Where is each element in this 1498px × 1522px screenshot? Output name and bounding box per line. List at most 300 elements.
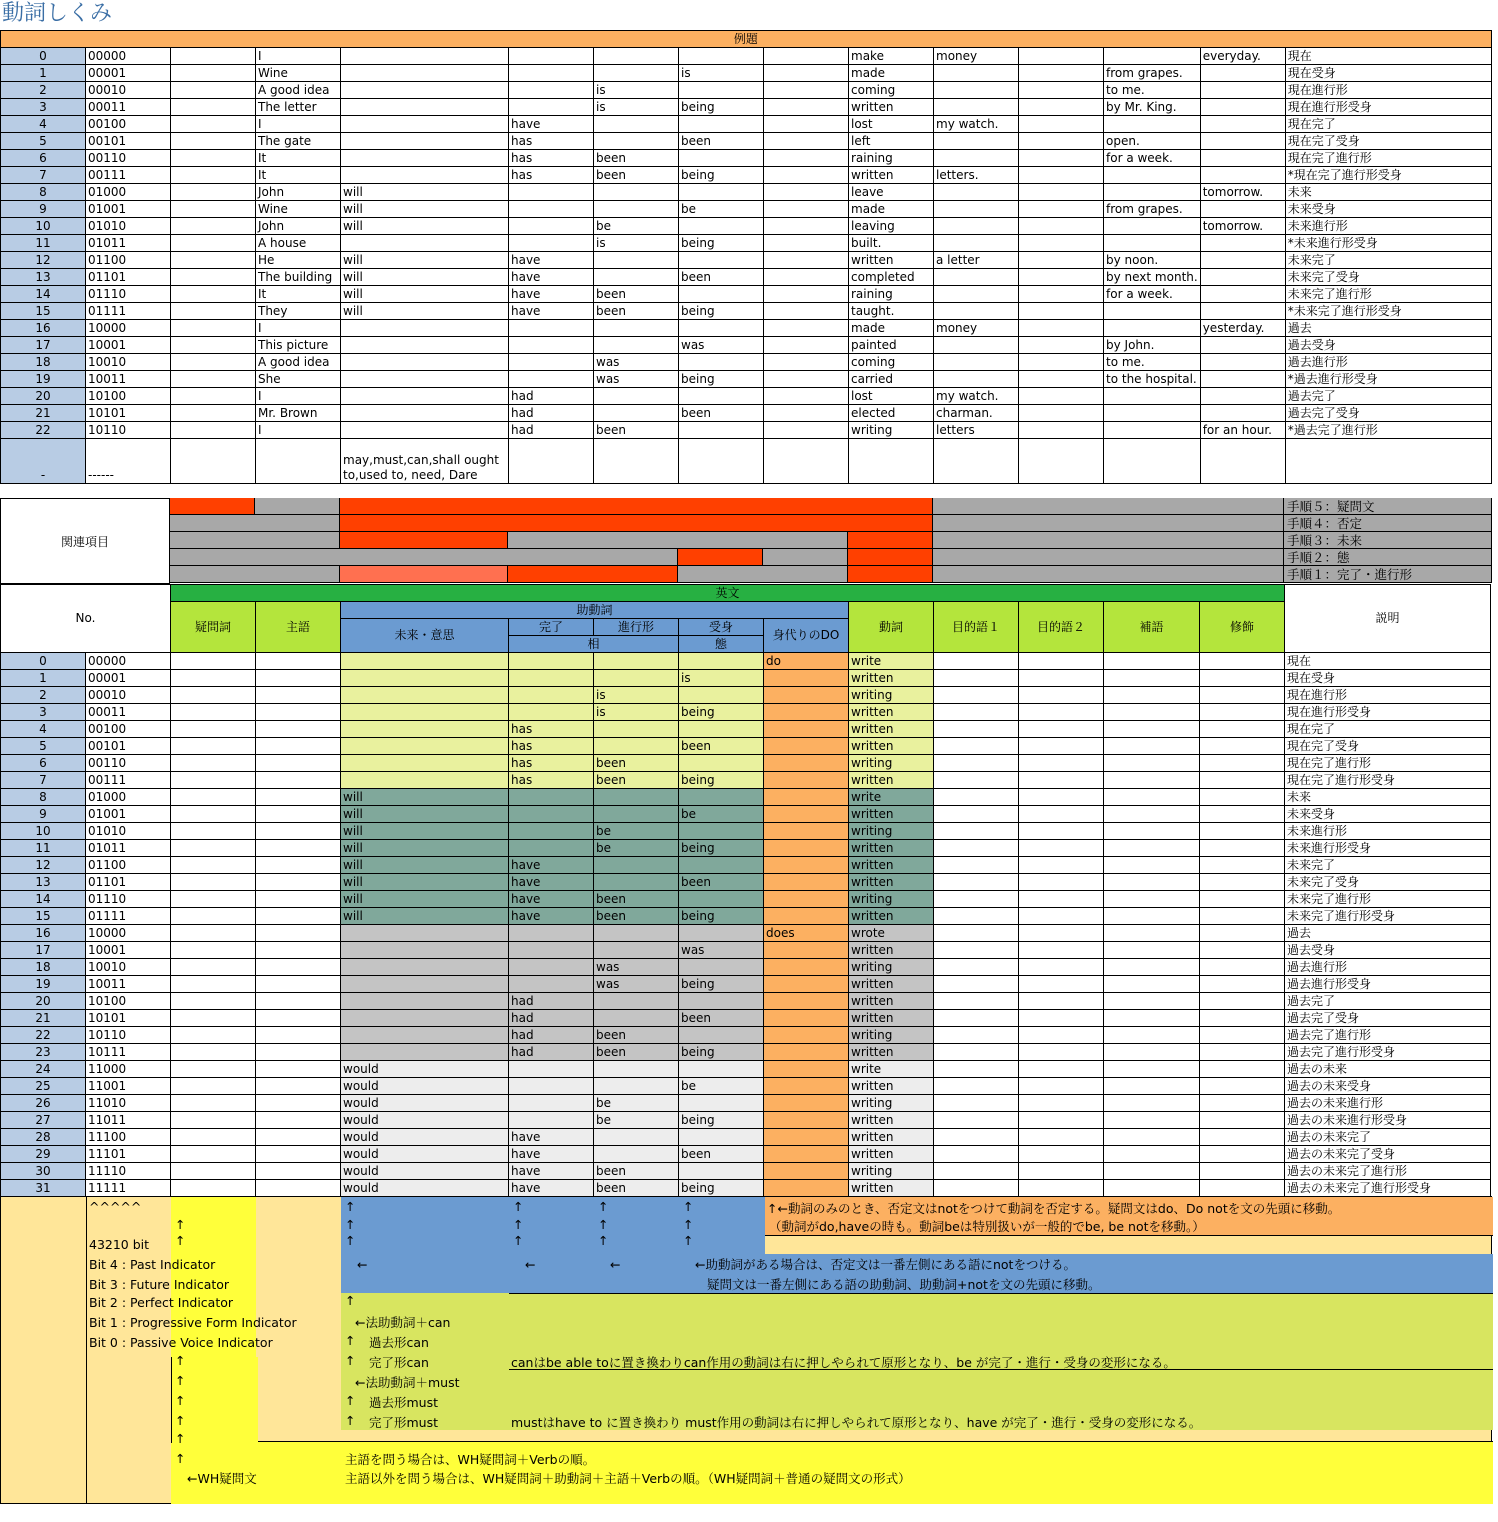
example-cell — [1019, 133, 1104, 150]
up-arrow-icon: ↑ — [175, 1353, 186, 1368]
form-cell: have — [509, 1163, 594, 1180]
form-cell — [764, 1044, 849, 1061]
example-cell — [764, 371, 849, 388]
can-label-3: 完了形can — [369, 1355, 429, 1370]
form-cell — [934, 993, 1019, 1010]
example-cell — [1200, 82, 1285, 99]
form-cell — [679, 823, 764, 840]
header-future: 未来・意思 — [341, 619, 509, 653]
form-cell — [509, 687, 594, 704]
example-cell: being — [679, 235, 764, 252]
form-cell — [764, 704, 849, 721]
verb-structure-table — [0, 584, 1491, 1197]
form-cell — [934, 959, 1019, 976]
row-number: 1 — [1, 65, 86, 82]
form-cell — [509, 653, 594, 670]
form-cell — [934, 1078, 1019, 1095]
row-number: - — [1, 439, 86, 484]
example-cell — [764, 252, 849, 269]
example-cell — [341, 337, 509, 354]
example-cell: money — [934, 320, 1019, 337]
form-cell: be — [594, 1095, 679, 1112]
up-arrow-icon: ↑ — [175, 1393, 186, 1408]
example-cell: is — [594, 235, 679, 252]
example-cell: been — [679, 133, 764, 150]
form-cell: be — [594, 1112, 679, 1129]
form-cell — [256, 1027, 341, 1044]
row-number: 25 — [1, 1078, 86, 1095]
example-cell — [1200, 235, 1285, 252]
example-cell: made — [849, 201, 934, 218]
form-cell — [594, 1146, 679, 1163]
example-cell: 01001 — [86, 201, 171, 218]
form-cell — [256, 1010, 341, 1027]
form-cell — [509, 1095, 594, 1112]
example-cell — [1200, 65, 1285, 82]
row-number: 8 — [1, 184, 86, 201]
example-cell — [171, 201, 256, 218]
verb-form-row — [1, 1146, 1491, 1163]
must-label-2: 過去形must — [369, 1395, 439, 1410]
row-number: 20 — [1, 388, 86, 405]
example-cell: 現在完了 — [1285, 116, 1491, 133]
example-row — [1, 371, 1492, 388]
example-row — [1, 354, 1492, 371]
form-cell: writing — [849, 755, 934, 772]
step-bar-segment — [848, 566, 933, 583]
form-cell: would — [341, 1061, 509, 1078]
form-cell — [1200, 755, 1285, 772]
example-cell: have — [509, 286, 594, 303]
form-cell — [1200, 721, 1285, 738]
form-cell — [679, 1095, 764, 1112]
example-cell — [679, 150, 764, 167]
form-cell — [1200, 993, 1285, 1010]
form-cell — [594, 1010, 679, 1027]
row-number: 10 — [1, 218, 86, 235]
example-cell: a letter — [934, 252, 1019, 269]
form-cell: been — [679, 1146, 764, 1163]
example-cell — [509, 184, 594, 201]
form-cell — [171, 1112, 256, 1129]
example-cell: will — [341, 286, 509, 303]
verb-form-row — [1, 942, 1491, 959]
example-row — [1, 150, 1492, 167]
form-cell — [256, 976, 341, 993]
form-cell — [679, 1027, 764, 1044]
example-cell — [171, 303, 256, 320]
example-cell: leave — [849, 184, 934, 201]
must-label-1: ←法助動詞＋must — [355, 1375, 460, 1390]
verb-form-row — [1, 1163, 1491, 1180]
form-cell — [509, 704, 594, 721]
example-cell: have — [509, 269, 594, 286]
example-cell: 00101 — [86, 133, 171, 150]
form-cell — [764, 1112, 849, 1129]
example-cell — [764, 354, 849, 371]
form-cell — [1200, 976, 1285, 993]
example-cell — [1104, 405, 1201, 422]
form-cell: has — [509, 755, 594, 772]
form-cell — [1019, 908, 1104, 925]
example-cell — [594, 320, 679, 337]
row-number: 17 — [1, 942, 86, 959]
form-cell — [509, 976, 594, 993]
step-bar-segment — [340, 566, 508, 583]
row-description: 過去の未来 — [1285, 1061, 1491, 1078]
can-label-1: ←法助動詞＋can — [355, 1315, 451, 1330]
row-number: 12 — [1, 857, 86, 874]
form-cell — [594, 670, 679, 687]
form-cell — [934, 891, 1019, 908]
up-arrow-icon: ↑ — [513, 1217, 524, 1232]
form-cell — [171, 1027, 256, 1044]
example-cell: 01000 — [86, 184, 171, 201]
form-cell — [1200, 857, 1285, 874]
form-cell: 10110 — [86, 1027, 171, 1044]
row-number: 22 — [1, 422, 86, 439]
form-cell: written — [849, 993, 934, 1010]
form-cell: was — [594, 959, 679, 976]
form-cell — [1200, 1044, 1285, 1061]
example-cell: taught. — [849, 303, 934, 320]
up-arrow-icon: ↑ — [683, 1217, 694, 1232]
example-cell — [341, 320, 509, 337]
example-cell — [764, 388, 849, 405]
form-cell — [934, 908, 1019, 925]
form-cell: be — [679, 1078, 764, 1095]
example-cell — [1104, 218, 1201, 235]
form-cell — [764, 823, 849, 840]
modal-row — [1, 439, 1492, 484]
example-cell — [1104, 388, 1201, 405]
form-cell: is — [679, 670, 764, 687]
form-cell: writing — [849, 959, 934, 976]
form-cell: would — [341, 1095, 509, 1112]
example-cell: 未来受身 — [1285, 201, 1491, 218]
example-cell: my watch. — [934, 116, 1019, 133]
example-cell — [1019, 201, 1104, 218]
example-cell — [341, 82, 509, 99]
form-cell — [764, 976, 849, 993]
form-cell — [1104, 908, 1200, 925]
form-cell: 00011 — [86, 704, 171, 721]
example-cell: 過去進行形 — [1285, 354, 1491, 371]
form-cell — [509, 823, 594, 840]
row-description: 過去完了 — [1285, 993, 1491, 1010]
example-cell — [934, 82, 1019, 99]
form-cell — [764, 908, 849, 925]
form-cell — [679, 789, 764, 806]
form-cell: will — [341, 823, 509, 840]
step-label: 手順５：疑問文 — [1284, 498, 1492, 515]
form-cell — [594, 653, 679, 670]
form-cell — [679, 891, 764, 908]
form-cell: have — [509, 1180, 594, 1197]
form-cell: will — [341, 806, 509, 823]
form-cell — [594, 789, 679, 806]
form-cell — [934, 942, 1019, 959]
example-cell — [341, 371, 509, 388]
example-cell: been — [679, 269, 764, 286]
form-cell — [1019, 823, 1104, 840]
form-cell: writing — [849, 687, 934, 704]
example-cell — [1019, 218, 1104, 235]
form-cell — [934, 687, 1019, 704]
example-cell — [1019, 252, 1104, 269]
example-cell — [171, 354, 256, 371]
form-cell — [764, 1078, 849, 1095]
row-number: 0 — [1, 48, 86, 65]
example-cell — [934, 439, 1019, 484]
form-cell — [764, 1146, 849, 1163]
form-cell — [1104, 1146, 1200, 1163]
form-cell — [341, 993, 509, 1010]
form-cell — [764, 687, 849, 704]
example-cell: is — [594, 82, 679, 99]
form-cell — [171, 806, 256, 823]
example-cell — [594, 388, 679, 405]
form-cell: 00101 — [86, 738, 171, 755]
row-number: 1 — [1, 670, 86, 687]
form-cell: write — [849, 1061, 934, 1078]
related-section — [0, 498, 1492, 584]
form-cell: 10000 — [86, 925, 171, 942]
aux-note-2: 疑問文は一番左側にある語の助動詞、助動詞+notを文の先頭に移動。 — [707, 1277, 1101, 1292]
example-cell: money — [934, 48, 1019, 65]
form-cell — [764, 840, 849, 857]
example-cell — [1019, 320, 1104, 337]
example-cell: yesterday. — [1200, 320, 1285, 337]
form-cell: been — [594, 1180, 679, 1197]
form-cell — [171, 789, 256, 806]
example-cell — [1019, 48, 1104, 65]
example-cell: being — [679, 371, 764, 388]
form-cell: being — [679, 908, 764, 925]
row-number: 11 — [1, 235, 86, 252]
example-cell: A house — [256, 235, 341, 252]
form-cell — [1019, 1129, 1104, 1146]
form-cell — [256, 840, 341, 857]
form-cell — [171, 1180, 256, 1197]
verb-form-row — [1, 670, 1491, 687]
example-cell — [1200, 99, 1285, 116]
row-description: 過去の未来完了進行形受身 — [1285, 1180, 1491, 1197]
row-description: 過去完了受身 — [1285, 1010, 1491, 1027]
example-cell: leaving — [849, 218, 934, 235]
row-number: 16 — [1, 925, 86, 942]
example-cell: coming — [849, 82, 934, 99]
example-row — [1, 167, 1492, 184]
form-cell — [1104, 1010, 1200, 1027]
form-cell — [1104, 1095, 1200, 1112]
row-description: 現在進行形受身 — [1285, 704, 1491, 721]
example-cell — [1019, 99, 1104, 116]
step-bar-segment — [170, 566, 340, 583]
form-cell: 00001 — [86, 670, 171, 687]
left-arrow-icon: ← — [525, 1257, 536, 1272]
example-cell: It — [256, 286, 341, 303]
example-cell: for a week. — [1104, 286, 1201, 303]
example-cell — [171, 82, 256, 99]
example-cell — [171, 269, 256, 286]
example-cell: will — [341, 184, 509, 201]
form-cell: 10011 — [86, 976, 171, 993]
example-cell: I — [256, 388, 341, 405]
example-cell: has — [509, 150, 594, 167]
form-cell: written — [849, 721, 934, 738]
form-cell: 01100 — [86, 857, 171, 874]
example-cell — [679, 184, 764, 201]
example-cell: 01110 — [86, 286, 171, 303]
form-cell — [764, 1180, 849, 1197]
form-cell — [1019, 721, 1104, 738]
verb-form-row — [1, 959, 1491, 976]
form-cell — [1104, 1112, 1200, 1129]
row-number: 3 — [1, 704, 86, 721]
example-cell — [934, 354, 1019, 371]
form-cell — [934, 1180, 1019, 1197]
example-cell: *過去進行形受身 — [1285, 371, 1491, 388]
example-cell — [764, 303, 849, 320]
example-row — [1, 65, 1492, 82]
example-cell: been — [594, 167, 679, 184]
example-cell — [764, 439, 849, 484]
step-bar-segment — [678, 566, 848, 583]
bit1-label: Bit 1 : Progressive Form Indicator — [89, 1315, 297, 1330]
verb-form-row — [1, 806, 1491, 823]
form-cell — [509, 840, 594, 857]
form-cell: being — [679, 772, 764, 789]
form-cell — [341, 755, 509, 772]
example-cell: *未来完了進行形受身 — [1285, 303, 1491, 320]
verb-form-row — [1, 687, 1491, 704]
example-cell: open. — [1104, 133, 1201, 150]
example-cell — [509, 201, 594, 218]
form-cell — [171, 976, 256, 993]
form-cell — [934, 670, 1019, 687]
form-cell: 10001 — [86, 942, 171, 959]
form-cell — [594, 806, 679, 823]
form-cell — [1019, 1095, 1104, 1112]
form-cell — [1104, 1061, 1200, 1078]
up-arrow-icon: ↑ — [345, 1217, 356, 1232]
example-cell — [594, 65, 679, 82]
example-cell — [764, 201, 849, 218]
form-cell — [1104, 823, 1200, 840]
example-cell — [509, 371, 594, 388]
form-cell — [341, 976, 509, 993]
example-cell: *現在完了進行形受身 — [1285, 167, 1491, 184]
form-cell — [171, 823, 256, 840]
form-cell — [679, 1129, 764, 1146]
example-cell: I — [256, 48, 341, 65]
form-cell — [1200, 823, 1285, 840]
form-cell — [1104, 925, 1200, 942]
bit3-label: Bit 3 : Future Indicator — [89, 1277, 230, 1292]
form-cell — [934, 789, 1019, 806]
header-subject: 主語 — [256, 602, 341, 653]
example-cell: 00001 — [86, 65, 171, 82]
example-cell: lost — [849, 116, 934, 133]
example-cell — [1200, 354, 1285, 371]
example-cell: be — [679, 201, 764, 218]
example-cell: been — [679, 405, 764, 422]
form-cell — [1104, 959, 1200, 976]
row-description: 過去完了進行形受身 — [1285, 1044, 1491, 1061]
form-cell — [256, 925, 341, 942]
form-cell — [1104, 721, 1200, 738]
example-cell — [171, 337, 256, 354]
form-cell: 11001 — [86, 1078, 171, 1095]
form-cell: have — [509, 857, 594, 874]
example-cell — [594, 133, 679, 150]
example-cell: left — [849, 133, 934, 150]
step-bar-segment — [933, 566, 1284, 583]
header-voice: 態 — [679, 636, 764, 653]
form-cell — [1104, 840, 1200, 857]
form-cell — [171, 874, 256, 891]
example-cell — [764, 116, 849, 133]
example-cell — [764, 65, 849, 82]
example-row — [1, 286, 1492, 303]
example-cell: 過去完了 — [1285, 388, 1491, 405]
form-cell — [1019, 1180, 1104, 1197]
example-cell — [1019, 116, 1104, 133]
row-number: 0 — [1, 653, 86, 670]
left-arrow-icon: ← — [357, 1257, 368, 1272]
example-cell: 現在 — [1285, 48, 1491, 65]
header-english: 英文 — [171, 585, 1285, 602]
row-description: 現在受身 — [1285, 670, 1491, 687]
form-cell — [256, 704, 341, 721]
form-cell — [509, 789, 594, 806]
example-cell: The building — [256, 269, 341, 286]
example-cell: make — [849, 48, 934, 65]
form-cell: 10111 — [86, 1044, 171, 1061]
form-cell: written — [849, 704, 934, 721]
up-arrow-icon: ↑ — [175, 1413, 186, 1428]
example-cell: 00000 — [86, 48, 171, 65]
example-cell: been — [594, 303, 679, 320]
example-cell — [171, 286, 256, 303]
form-cell: will — [341, 891, 509, 908]
row-number: 26 — [1, 1095, 86, 1112]
header-progressive: 進行形 — [594, 619, 679, 636]
row-description: 未来 — [1285, 789, 1491, 806]
example-cell — [679, 218, 764, 235]
example-cell — [934, 371, 1019, 388]
row-number: 18 — [1, 354, 86, 371]
form-cell — [1019, 772, 1104, 789]
example-cell: 現在進行形 — [1285, 82, 1491, 99]
verb-form-row — [1, 1129, 1491, 1146]
related-label: 関連項目 — [0, 498, 170, 584]
form-cell: 00000 — [86, 653, 171, 670]
form-cell — [1104, 874, 1200, 891]
example-cell — [594, 48, 679, 65]
form-cell — [256, 738, 341, 755]
form-cell — [679, 653, 764, 670]
example-cell: charman. — [934, 405, 1019, 422]
verb-form-row — [1, 772, 1491, 789]
verb-form-row — [1, 823, 1491, 840]
row-number: 13 — [1, 874, 86, 891]
form-cell — [679, 1061, 764, 1078]
example-cell: had — [509, 388, 594, 405]
form-cell — [764, 1129, 849, 1146]
up-arrow-icon: ↑ — [175, 1233, 186, 1248]
